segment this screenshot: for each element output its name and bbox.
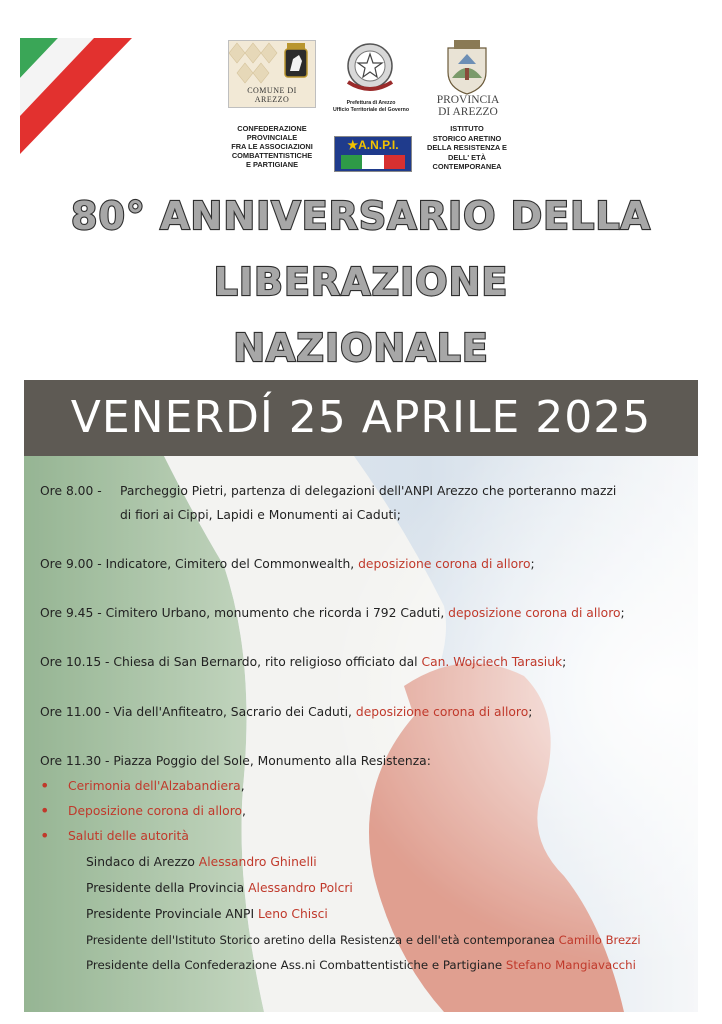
bullet-item xyxy=(40,826,189,845)
speaker-name: Camillo Brezzi xyxy=(558,933,641,947)
title-line-3: NAZIONALE xyxy=(233,326,489,370)
bullet-item xyxy=(40,801,246,820)
date-banner xyxy=(24,380,698,456)
event-highlight: deposizione corona di alloro xyxy=(355,705,529,719)
prefettura-text xyxy=(326,100,416,113)
comune-label: COMUNE DI AREZZO xyxy=(247,86,297,104)
background-flag-image xyxy=(24,456,698,1012)
event-11-30: Ore 11.30 - Piazza Poggio del Sole, Monumento alla Resistenza: xyxy=(40,754,431,768)
bullet-icon: • xyxy=(40,776,50,795)
event-punct: ; xyxy=(562,655,567,669)
istituto-text xyxy=(414,124,520,172)
event-highlight: deposizione corona di alloro xyxy=(358,557,531,571)
event-punct: ; xyxy=(620,606,625,620)
bullet-icon: • xyxy=(40,801,50,820)
speaker-name: Stefano Mangiavacchi xyxy=(505,958,636,972)
anpi-label: A.N.P.I. xyxy=(358,138,399,152)
prefettura-emblem-icon xyxy=(342,38,398,98)
title-line-1: 80° ANNIVERSARIO DELLA xyxy=(71,194,651,238)
speaker-line xyxy=(86,932,641,948)
speaker-line xyxy=(86,880,353,896)
event-8-00 xyxy=(40,483,102,499)
speaker-role: Presidente della Provincia xyxy=(86,881,249,895)
bullet-punct: , xyxy=(240,779,245,793)
speaker-name: Alessandro Polcri xyxy=(248,881,353,895)
speaker-name: Alessandro Ghinelli xyxy=(198,855,317,869)
bullet-text: Cerimonia dell'Alzabandiera xyxy=(68,779,241,793)
anpi-logo xyxy=(334,136,412,172)
confed-line: FRA LE ASSOCIAZIONI xyxy=(231,142,313,151)
anpi-star-icon: ★ xyxy=(347,138,359,152)
istituto-line: DELL' ETÀ xyxy=(448,152,486,162)
event-text: Ore 9.00 - Indicatore, Cimitero del Commonwealth, xyxy=(40,557,359,571)
date-text: VENERDÍ 25 APRILE 2025 xyxy=(70,392,652,443)
title-line-2: LIBERAZIONE xyxy=(213,260,509,304)
comune-arezzo-logo xyxy=(228,40,316,108)
provincia-emblem-icon xyxy=(444,38,490,96)
event-highlight: deposizione corona di alloro xyxy=(448,606,621,620)
event-text: Ore 9.45 - Cimitero Urbano, monumento che ricorda i 792 Caduti, xyxy=(40,606,449,620)
provincia-name xyxy=(420,94,516,118)
bullet-text: Deposizione corona di alloro xyxy=(68,804,243,818)
istituto-line: DELLA RESISTENZA E xyxy=(427,143,507,152)
confederazione-text xyxy=(222,124,322,169)
speaker-line xyxy=(86,957,636,973)
event-8-00-text: Parcheggio Pietri, partenza di delegazioni dell'ANPI Arezzo che porteranno mazzi xyxy=(120,484,617,498)
speaker-name: Leno Chisci xyxy=(258,907,328,921)
event-text: Ore 10.15 - Chiesa di San Bernardo, rito religioso officiato dal xyxy=(40,655,422,669)
prefettura-line: Ufficio Territoriale del Governo xyxy=(332,106,409,113)
confed-line: COMBATTENTISTICHE xyxy=(231,151,313,160)
event-11-00 xyxy=(40,704,532,720)
confed-line: PROVINCIALE xyxy=(246,133,298,142)
confed-line: CONFEDERAZIONE xyxy=(237,124,307,133)
event-9-00 xyxy=(40,556,535,572)
prefettura-line: Prefettura di Arezzo xyxy=(346,100,396,106)
italian-flag-corner xyxy=(20,38,132,154)
event-punct: ; xyxy=(528,705,533,719)
speaker-line xyxy=(86,854,317,870)
event-text: Ore 11.00 - Via dell'Anfiteatro, Sacrario dei Caduti, xyxy=(40,705,356,719)
provincia-line: DI AREZZO xyxy=(438,106,498,118)
event-10-15 xyxy=(40,654,566,670)
speaker-line xyxy=(86,906,328,922)
bullet-punct: , xyxy=(242,804,246,818)
event-9-45 xyxy=(40,605,625,621)
provincia-line: PROVINCIA xyxy=(436,94,500,106)
confed-line: E PARTIGIANE xyxy=(245,160,298,169)
bullet-item xyxy=(40,776,245,795)
event-punct: ; xyxy=(530,557,535,571)
istituto-line: ISTITUTO xyxy=(450,124,484,133)
istituto-line: CONTEMPORANEA xyxy=(432,162,502,171)
istituto-line: STORICO ARETINO xyxy=(432,133,502,143)
event-8-00-text-cont: di fiori ai Cippi, Lapidi e Monumenti ai Caduti; xyxy=(120,508,401,522)
event-highlight: Can. Wojciech Tarasiuk xyxy=(421,655,563,669)
speaker-role: Presidente della Confederazione Ass.ni Combattentistiche e Partigiane xyxy=(86,958,506,972)
speaker-role: Sindaco di Arezzo xyxy=(86,855,199,869)
bullet-icon: • xyxy=(40,826,50,845)
speaker-role: Presidente Provinciale ANPI xyxy=(86,907,258,921)
event-time: Ore 8.00 - xyxy=(40,484,102,498)
speaker-role: Presidente dell'Istituto Storico aretino della Resistenza e dell'età contemporanea xyxy=(86,933,559,947)
bullet-text: Saluti delle autorità xyxy=(68,829,189,843)
